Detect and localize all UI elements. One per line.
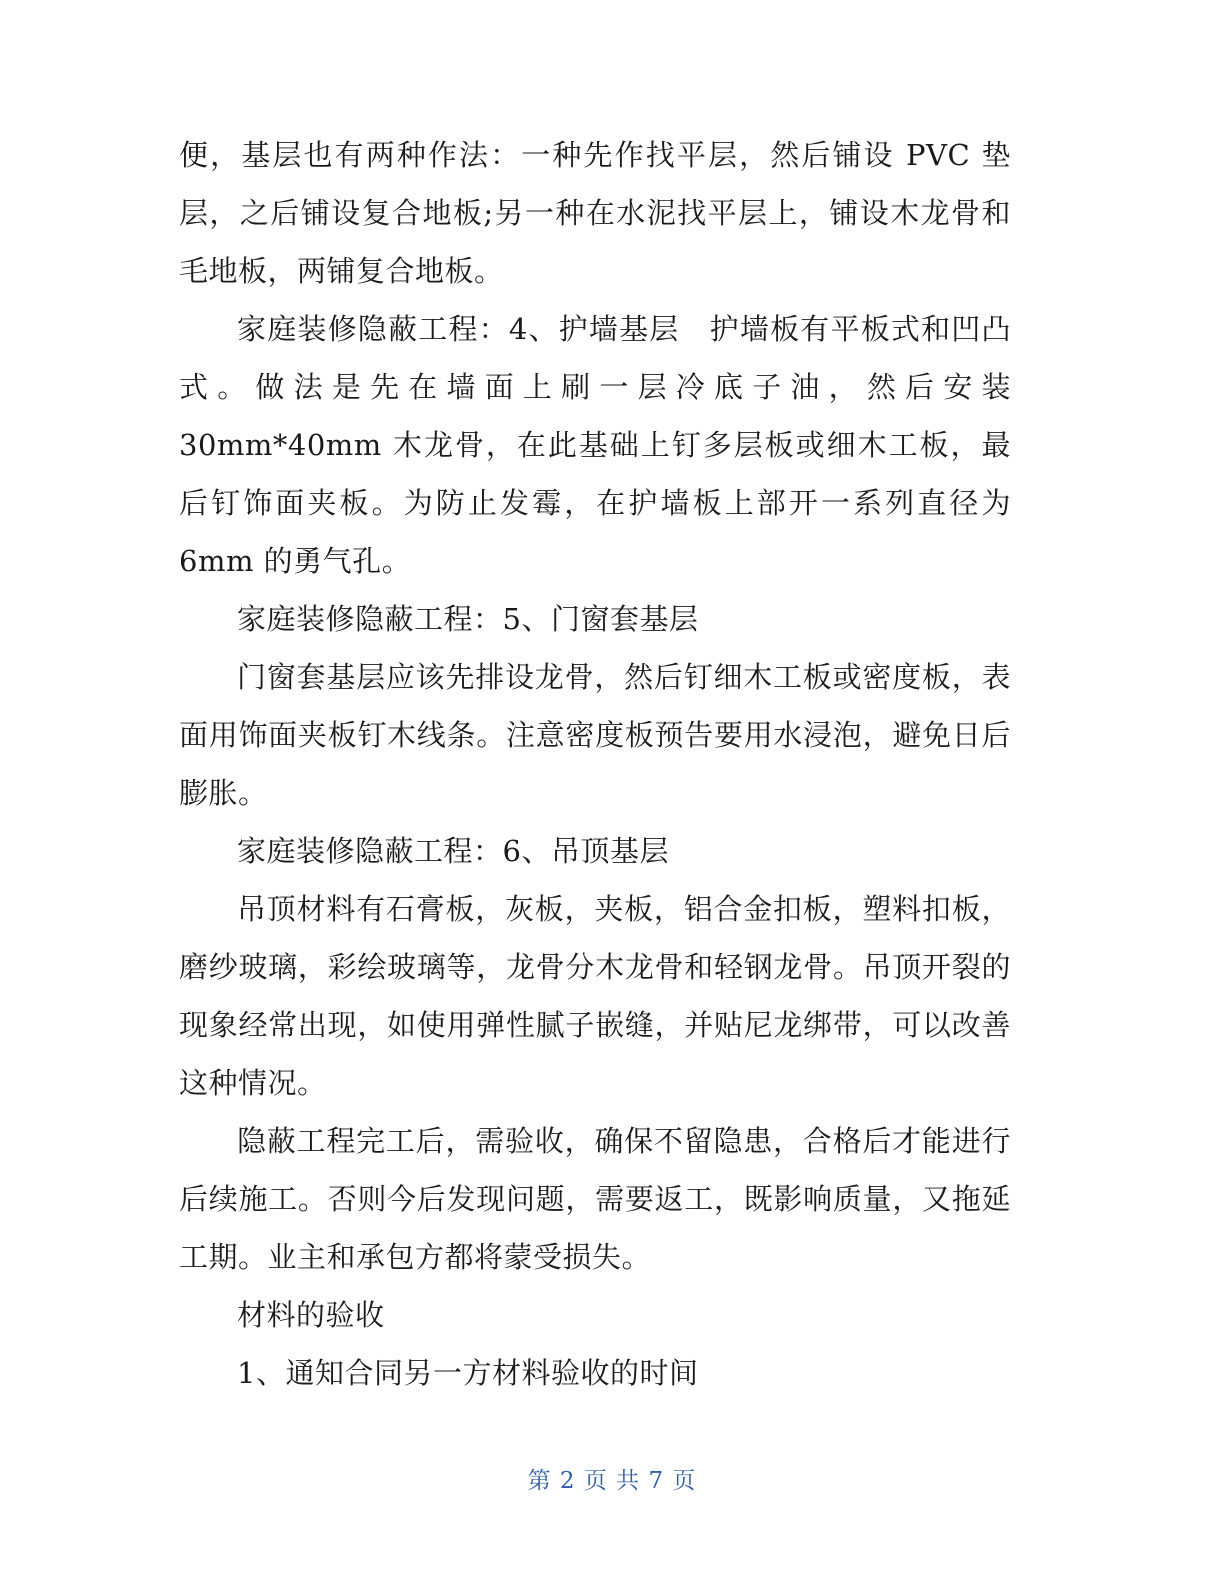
section-heading: 材料的验收 (237, 1298, 385, 1332)
section-heading: 家庭装修隐蔽工程：5、门窗套基层 (237, 602, 699, 636)
section-heading: 家庭装修隐蔽工程：6、吊顶基层 (237, 834, 669, 868)
list-item: 1、通知合同另一方材料验收的时间 (237, 1356, 699, 1390)
document-body (179, 126, 1011, 1402)
paragraph: 门窗套基层应该先排设龙骨，然后钉细木工板或密度板，表面用饰面夹板钉木线条。注意密度板预告要用水浸泡，避免日后膨胀。 (179, 660, 1011, 810)
paragraph: 隐蔽工程完工后，需验收，确保不留隐患，合格后才能进行后续施工。否则今后发现问题，需要返工，既影响质量，又拖延工期。业主和承包方都将蒙受损失。 (179, 1124, 1011, 1274)
paragraph: 家庭装修隐蔽工程：4、护墙基层 护墙板有平板式和凹凸式。做法是先在墙面上刷一层冷底子油，然后安装 30mm*40mm 木龙骨，在此基础上钉多层板或细木工板，最后钉饰面夹板。为防止发霉，在护墙板上部开一系列直径为 6mm 的勇气孔。 (179, 312, 1011, 578)
paragraph: 便，基层也有两种作法：一种先作找平层，然后铺设 PVC 垫层，之后铺设复合地板;另一种在水泥找平层上，铺设木龙骨和毛地板，两铺复合地板。 (179, 138, 1011, 288)
paragraph: 吊顶材料有石膏板，灰板，夹板，铝合金扣板，塑料扣板，磨纱玻璃，彩绘玻璃等，龙骨分木龙骨和轻钢龙骨。吊顶开裂的现象经常出现，如使用弹性腻子嵌缝，并贴尼龙绑带，可以改善这种情况。 (179, 892, 1011, 1100)
page-number-footer: 第 2 页 共 7 页 (527, 1468, 697, 1494)
